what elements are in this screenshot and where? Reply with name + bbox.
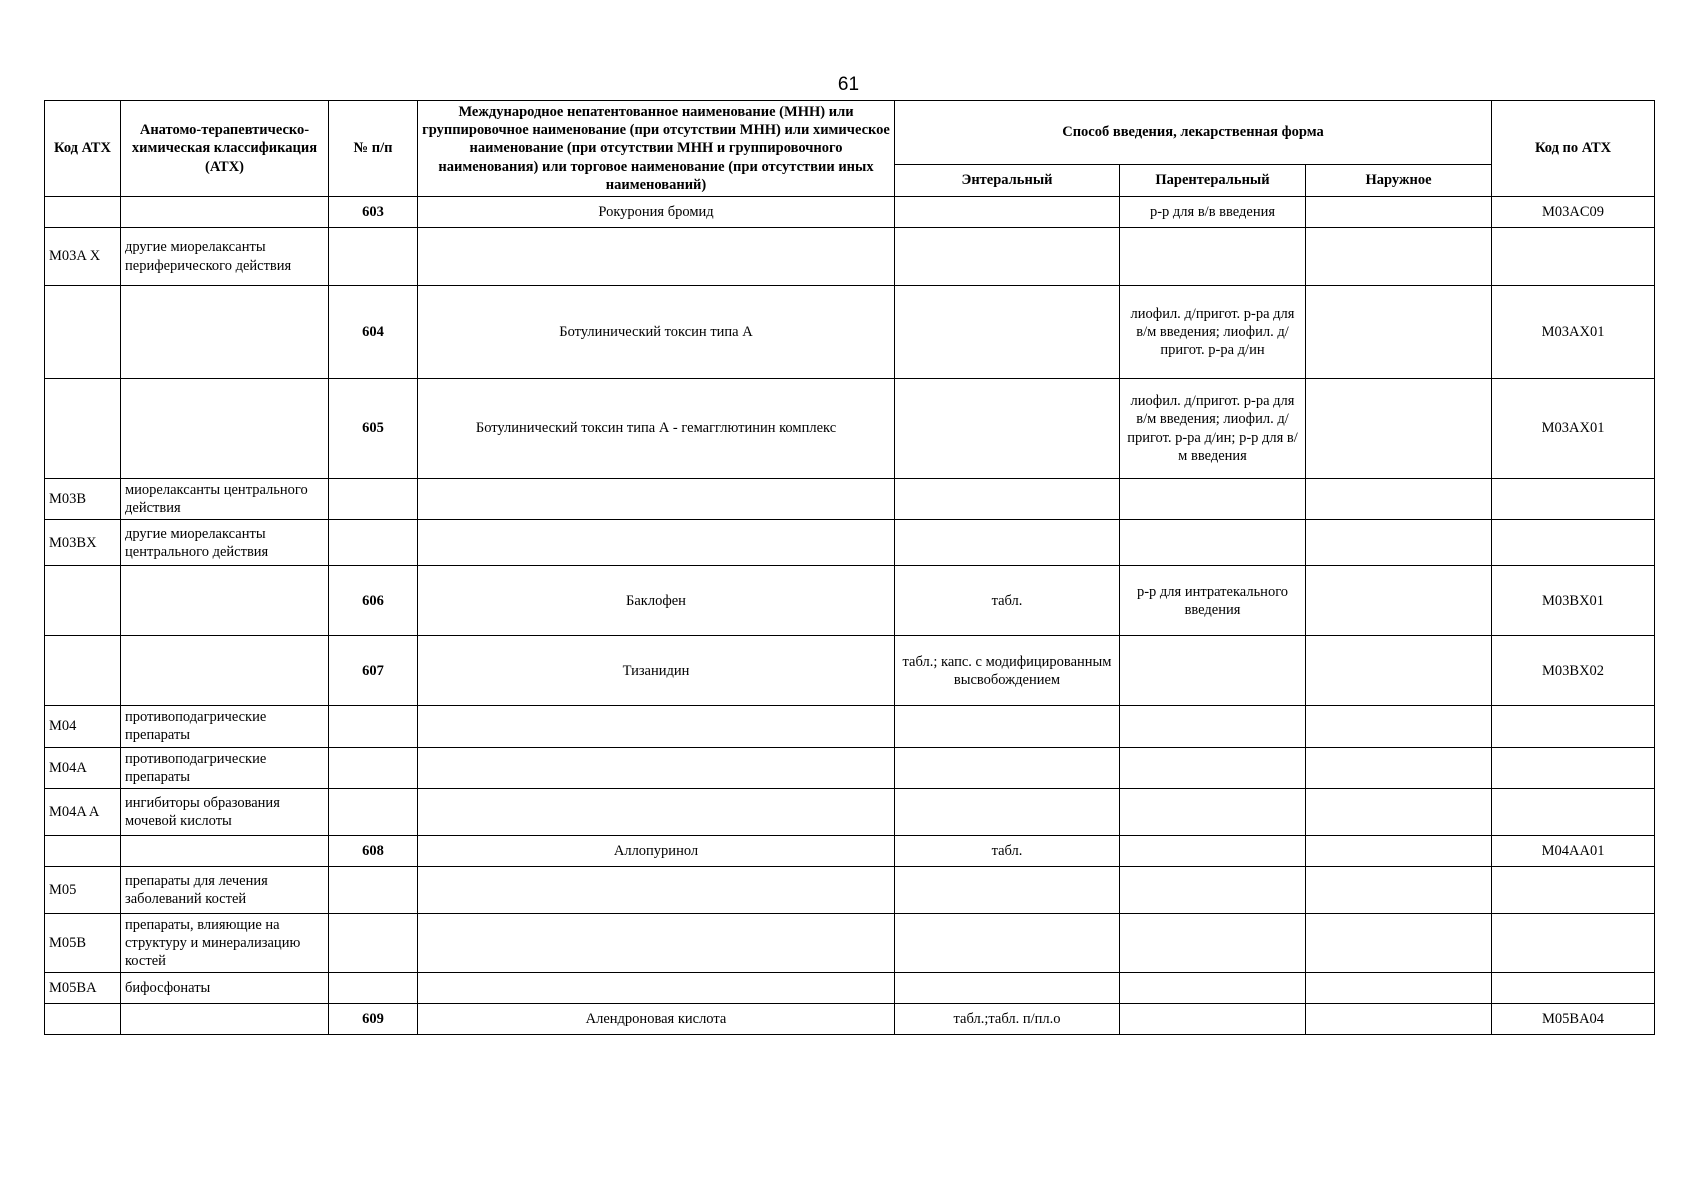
- row-inn: Аллопуринол: [418, 835, 895, 866]
- row-parenteral: [1120, 479, 1306, 520]
- row-atx-code: [45, 286, 121, 379]
- row-atx-ref: M03BX02: [1492, 636, 1655, 706]
- table-row: [45, 286, 1655, 379]
- table-row: [45, 1004, 1655, 1035]
- row-atx-ref: M03AC09: [1492, 197, 1655, 228]
- row-enteral: [895, 379, 1120, 479]
- header-atx-classification: Анатомо-терапевтическо-химическая классификация (АТХ): [121, 101, 329, 197]
- header-parenteral: Парентеральный: [1120, 165, 1306, 197]
- row-inn: [418, 788, 895, 835]
- row-atx-ref: [1492, 747, 1655, 788]
- table-row: [45, 747, 1655, 788]
- row-atx-code: [45, 197, 121, 228]
- row-enteral: табл.; капс. с модифицированным высвобождением: [895, 636, 1120, 706]
- row-atx-name: противоподагрические препараты: [121, 747, 329, 788]
- row-inn: Баклофен: [418, 566, 895, 636]
- row-atx-code: M04A: [45, 747, 121, 788]
- row-inn: Ботулинический токсин типа А: [418, 286, 895, 379]
- row-atx-name: [121, 1004, 329, 1035]
- row-atx-code: [45, 835, 121, 866]
- row-number: [329, 788, 418, 835]
- row-enteral: [895, 228, 1120, 286]
- row-atx-code: [45, 566, 121, 636]
- row-inn: Тизанидин: [418, 636, 895, 706]
- row-number: [329, 479, 418, 520]
- row-number: 605: [329, 379, 418, 479]
- row-external: [1306, 866, 1492, 913]
- table-row: [45, 520, 1655, 566]
- header-external: Наружное: [1306, 165, 1492, 197]
- row-number: [329, 866, 418, 913]
- row-atx-code: M05: [45, 866, 121, 913]
- row-enteral: табл.;табл. п/пл.о: [895, 1004, 1120, 1035]
- table-row: [45, 913, 1655, 972]
- table-row: [45, 973, 1655, 1004]
- row-number: [329, 706, 418, 747]
- row-inn: [418, 228, 895, 286]
- row-external: [1306, 228, 1492, 286]
- row-inn: Рокурония бромид: [418, 197, 895, 228]
- row-inn: [418, 706, 895, 747]
- row-parenteral: [1120, 228, 1306, 286]
- row-atx-name: [121, 835, 329, 866]
- table-row: [45, 706, 1655, 747]
- row-atx-ref: [1492, 866, 1655, 913]
- row-atx-ref: [1492, 520, 1655, 566]
- row-inn: [418, 866, 895, 913]
- row-external: [1306, 479, 1492, 520]
- row-external: [1306, 520, 1492, 566]
- row-number: 608: [329, 835, 418, 866]
- row-number: 607: [329, 636, 418, 706]
- row-enteral: [895, 913, 1120, 972]
- row-parenteral: [1120, 636, 1306, 706]
- row-external: [1306, 747, 1492, 788]
- row-atx-ref: M05BA04: [1492, 1004, 1655, 1035]
- row-external: [1306, 973, 1492, 1004]
- row-atx-code: M04A A: [45, 788, 121, 835]
- row-parenteral: [1120, 520, 1306, 566]
- drug-registry-table: [44, 100, 1655, 1035]
- row-inn: [418, 747, 895, 788]
- row-atx-code: M05B: [45, 913, 121, 972]
- row-atx-name: [121, 379, 329, 479]
- row-parenteral: р-р для интратекального введения: [1120, 566, 1306, 636]
- row-atx-ref: [1492, 788, 1655, 835]
- row-inn: Ботулинический токсин типа А - гемагглютинин комплекс: [418, 379, 895, 479]
- row-atx-code: M04: [45, 706, 121, 747]
- row-number: [329, 520, 418, 566]
- page-number: 61: [837, 74, 860, 95]
- row-atx-ref: M03AX01: [1492, 286, 1655, 379]
- row-atx-ref: M03BX01: [1492, 566, 1655, 636]
- row-parenteral: [1120, 913, 1306, 972]
- row-atx-code: M03A X: [45, 228, 121, 286]
- table-row: [45, 788, 1655, 835]
- row-enteral: [895, 197, 1120, 228]
- row-enteral: [895, 747, 1120, 788]
- row-atx-ref: [1492, 228, 1655, 286]
- header-atx-code: Код АТХ: [45, 101, 121, 197]
- row-atx-code: [45, 1004, 121, 1035]
- table-row: [45, 228, 1655, 286]
- row-parenteral: р-р для в/в введения: [1120, 197, 1306, 228]
- row-atx-ref: M04AA01: [1492, 835, 1655, 866]
- table-row: [45, 197, 1655, 228]
- row-inn: [418, 973, 895, 1004]
- row-atx-code: M03B: [45, 479, 121, 520]
- row-atx-code: [45, 636, 121, 706]
- row-parenteral: лиофил. д/пригот. р-ра для в/м введения; лиофил. д/пригот. р-ра д/ин: [1120, 286, 1306, 379]
- row-parenteral: [1120, 706, 1306, 747]
- row-enteral: [895, 866, 1120, 913]
- header-enteral: Энтеральный: [895, 165, 1120, 197]
- row-atx-name: препараты для лечения заболеваний костей: [121, 866, 329, 913]
- row-parenteral: [1120, 866, 1306, 913]
- header-route: Способ введения, лекарственная форма: [895, 101, 1492, 165]
- row-atx-ref: M03AX01: [1492, 379, 1655, 479]
- row-external: [1306, 286, 1492, 379]
- table-body: [45, 197, 1655, 1035]
- table-row: [45, 636, 1655, 706]
- row-atx-ref: [1492, 479, 1655, 520]
- row-external: [1306, 706, 1492, 747]
- row-external: [1306, 835, 1492, 866]
- header-number: № п/п: [329, 101, 418, 197]
- table-header: [45, 101, 1655, 197]
- row-enteral: [895, 286, 1120, 379]
- table-row: [45, 835, 1655, 866]
- row-enteral: [895, 973, 1120, 1004]
- table-row: [45, 479, 1655, 520]
- row-number: 603: [329, 197, 418, 228]
- table-row: [45, 379, 1655, 479]
- row-inn: [418, 479, 895, 520]
- row-parenteral: [1120, 973, 1306, 1004]
- row-atx-name: ингибиторы образования мочевой кислоты: [121, 788, 329, 835]
- row-number: [329, 747, 418, 788]
- row-number: 604: [329, 286, 418, 379]
- row-external: [1306, 197, 1492, 228]
- header-atx-ref: Код по АТХ: [1492, 101, 1655, 197]
- row-parenteral: [1120, 835, 1306, 866]
- row-atx-code: [45, 379, 121, 479]
- row-parenteral: [1120, 747, 1306, 788]
- row-atx-name: другие миорелаксанты периферического действия: [121, 228, 329, 286]
- row-atx-name: [121, 566, 329, 636]
- row-atx-name: [121, 636, 329, 706]
- row-external: [1306, 379, 1492, 479]
- row-atx-ref: [1492, 973, 1655, 1004]
- row-external: [1306, 913, 1492, 972]
- row-number: [329, 973, 418, 1004]
- row-atx-code: M05BA: [45, 973, 121, 1004]
- row-parenteral: лиофил. д/пригот. р-ра для в/м введения; лиофил. д/пригот. р-ра д/ин; р-р для в/м введения: [1120, 379, 1306, 479]
- row-atx-name: препараты, влияющие на структуру и минерализацию костей: [121, 913, 329, 972]
- row-atx-name: противоподагрические препараты: [121, 706, 329, 747]
- row-number: 609: [329, 1004, 418, 1035]
- row-number: [329, 913, 418, 972]
- row-inn: [418, 520, 895, 566]
- row-external: [1306, 1004, 1492, 1035]
- row-atx-code: M03BX: [45, 520, 121, 566]
- row-atx-name: [121, 286, 329, 379]
- header-inn: Международное непатентованное наименование (МНН) или группировочное наименование (при отсутствии МНН) или химическое наименование (при отсутствии МНН и группировочного наименования) или торговое наименование (при отсутствии иных наименований): [418, 101, 895, 197]
- row-atx-ref: [1492, 706, 1655, 747]
- row-inn: Алендроновая кислота: [418, 1004, 895, 1035]
- row-parenteral: [1120, 1004, 1306, 1035]
- row-parenteral: [1120, 788, 1306, 835]
- row-enteral: табл.: [895, 835, 1120, 866]
- row-enteral: табл.: [895, 566, 1120, 636]
- row-enteral: [895, 479, 1120, 520]
- row-number: [329, 228, 418, 286]
- row-atx-name: миорелаксанты центрального действия: [121, 479, 329, 520]
- row-external: [1306, 566, 1492, 636]
- table-row: [45, 866, 1655, 913]
- row-atx-name: бифосфонаты: [121, 973, 329, 1004]
- row-number: 606: [329, 566, 418, 636]
- row-enteral: [895, 520, 1120, 566]
- row-atx-name: [121, 197, 329, 228]
- row-external: [1306, 788, 1492, 835]
- row-inn: [418, 913, 895, 972]
- row-external: [1306, 636, 1492, 706]
- table-row: [45, 566, 1655, 636]
- row-atx-name: другие миорелаксанты центрального действия: [121, 520, 329, 566]
- row-enteral: [895, 706, 1120, 747]
- row-enteral: [895, 788, 1120, 835]
- row-atx-ref: [1492, 913, 1655, 972]
